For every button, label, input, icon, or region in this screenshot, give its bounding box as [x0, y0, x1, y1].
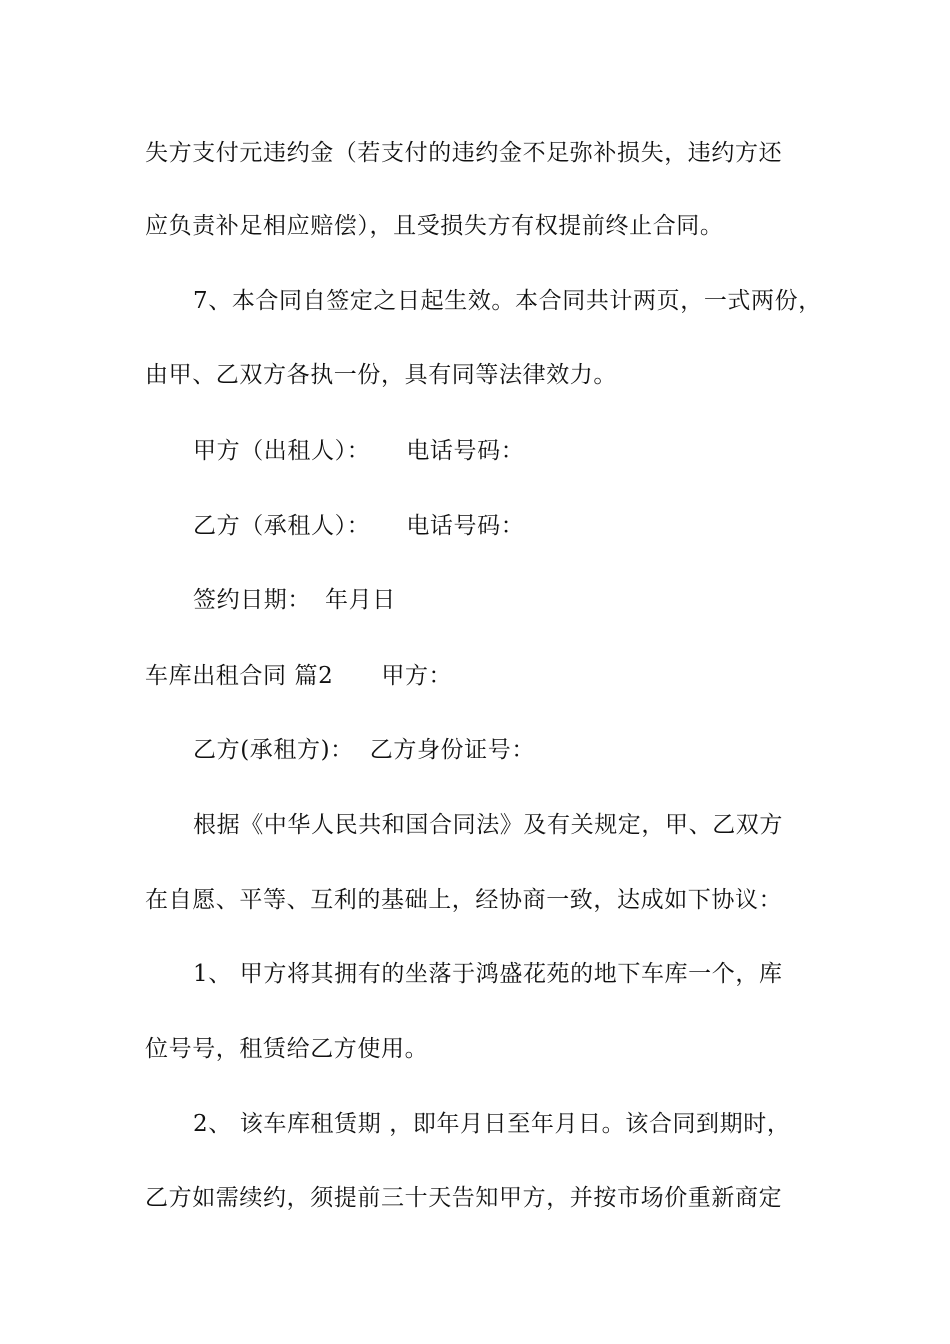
paragraph-line: 由甲、乙双方各执一份，具有同等法律效力。 [145, 362, 617, 388]
paragraph-line: 应负责补足相应赔偿），且受损失方有权提前终止合同。 [145, 213, 724, 239]
paragraph-line: 位号号，租赁给乙方使用。 [145, 1036, 429, 1062]
lessor-phone-label: 电话号码： [406, 438, 525, 464]
paragraph-line: 在自愿、平等、互利的基础上，经协商一致，达成如下协议： [145, 887, 783, 913]
lessee-id-line [193, 735, 893, 765]
signing-date-line [193, 585, 893, 615]
paragraph-line: 乙方如需续约，须提前三十天告知甲方，并按市场价重新商定 [145, 1185, 783, 1211]
signing-date-value: 年月日 [325, 587, 396, 613]
lessee-id-label: 乙方身份证号： [369, 737, 535, 763]
lessee-label: 乙方（承租人）： [193, 513, 371, 539]
lessee-party-label: 乙方(承租方)： [193, 737, 354, 763]
paragraph-line: 2、 该车库租赁期 ，即年月日至年月日。该合同到期时， [193, 1111, 791, 1137]
signing-date-label: 签约日期： [193, 587, 311, 613]
lessor-label: 甲方（出租人）： [193, 438, 371, 464]
contract-title: 车库出租合同 篇2 [145, 663, 334, 689]
paragraph-line: 7、本合同自签定之日起生效。本合同共计两页，一式两份， [193, 288, 822, 314]
paragraph-line: 根据《中华人民共和国合同法》及有关规定，甲、乙双方 [193, 812, 783, 838]
lessee-phone-label: 电话号码： [406, 513, 525, 539]
paragraph-line: 失方支付元违约金（若支付的违约金不足弥补损失，违约方还 [145, 140, 783, 166]
party-a-label: 甲方： [381, 663, 453, 689]
lessee-signature-line [193, 511, 893, 541]
contract-heading-line [145, 661, 845, 691]
lessor-signature-line [193, 436, 893, 466]
paragraph-line: 1、 甲方将其拥有的坐落于鸿盛花苑的地下车库一个，库 [193, 961, 783, 987]
